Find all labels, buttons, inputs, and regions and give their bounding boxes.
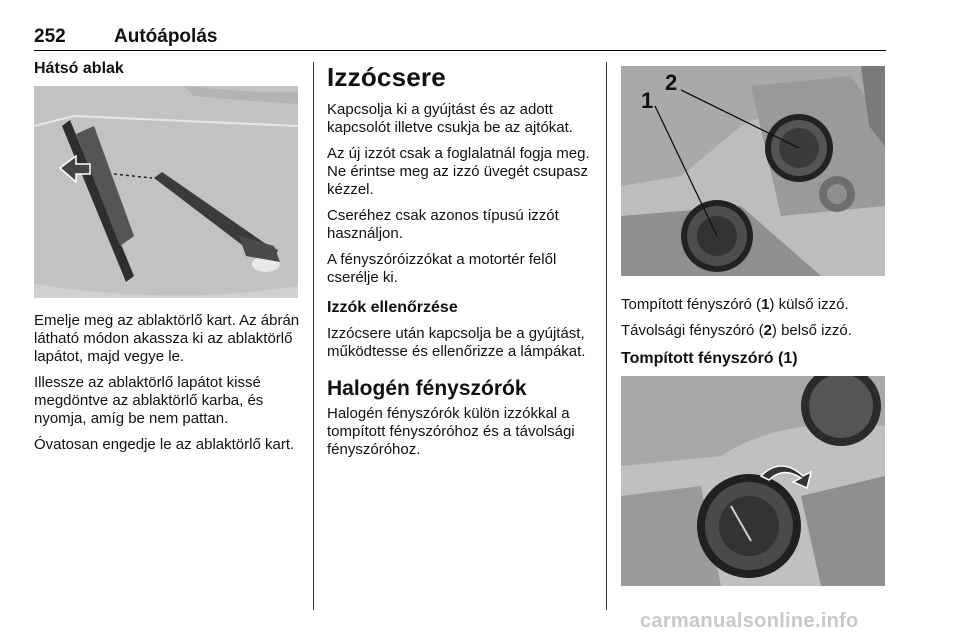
- chapter-title: Autóápolás: [114, 26, 218, 47]
- wiper-illustration: [34, 86, 298, 298]
- watermark: carmanualsonline.info: [640, 610, 859, 632]
- low-beam-cap-illustration: [621, 376, 885, 586]
- subsection-title-low-beam: Tompított fényszóró (1): [621, 350, 798, 367]
- caption-high-beam: Távolsági fényszóró (2) belső izzó.: [621, 322, 852, 339]
- page-number: 252: [34, 26, 66, 47]
- column-divider-2: [606, 62, 607, 610]
- paragraph: Halogén fényszórók külön izzókkal a tompított fényszóróhoz és a távolsági fényszóróhoz.: [327, 405, 575, 458]
- engine-bay-illustration: [621, 66, 885, 276]
- paragraph: Kapcsolja ki a gyújtást és az adott kapcsolót illetve csukja be az ajtókat.: [327, 101, 573, 136]
- paragraph: Cseréhez csak azonos típusú izzót használjon.: [327, 207, 559, 242]
- callout-label-2: 2: [665, 70, 678, 95]
- column-divider-1: [313, 62, 314, 610]
- paragraph: Emelje meg az ablaktörlő kart. Az ábrán látható módon akassza ki az ablaktörlő lapátot, majd vegye le.: [34, 312, 300, 365]
- section-title-halogen: Halogén fényszórók: [327, 377, 527, 400]
- page-header: [34, 26, 886, 51]
- column-headlight: [621, 66, 887, 586]
- caption-low-beam: Tompított fényszóró (1) külső izzó.: [621, 296, 849, 313]
- column-rear-window: [34, 60, 302, 462]
- callout-label-1: 1: [641, 88, 654, 113]
- paragraph: Izzócsere után kapcsolja be a gyújtást, működtesse és ellenőrizze a lámpákat.: [327, 325, 586, 360]
- section-title-rear-window: Hátsó ablak: [34, 60, 124, 77]
- paragraph: A fényszóróizzókat a motortér felől cserélje ki.: [327, 251, 557, 286]
- paragraph: Az új izzót csak a foglalatnál fogja meg. Ne érintse meg az izzó üvegét csupasz kézzel.: [327, 145, 590, 198]
- subsection-title-bulb-check: Izzók ellenőrzése: [327, 299, 458, 316]
- paragraph: Óvatosan engedje le az ablaktörlő kart.: [34, 436, 295, 453]
- paragraph: Illessze az ablaktörlő lapátot kissé megdöntve az ablaktörlő karba, és nyomja, amíg be nem pattan.: [34, 374, 264, 427]
- column-bulb-replacement: [327, 60, 597, 467]
- section-title-bulb-replacement: Izzócsere: [327, 62, 446, 92]
